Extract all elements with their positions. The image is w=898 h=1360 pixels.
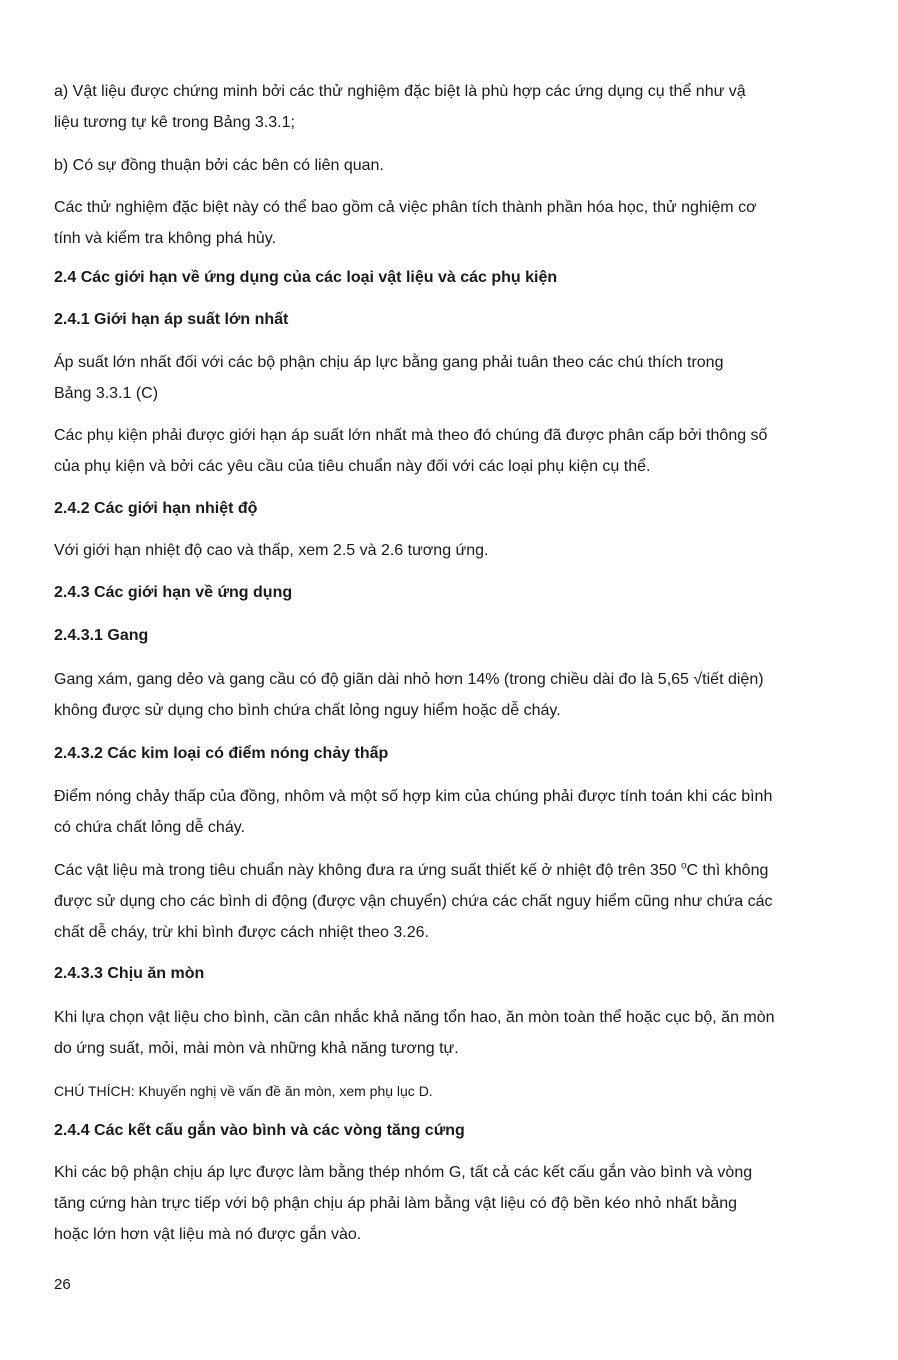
paragraph-2-4-3-3 <box>54 1002 898 1064</box>
text-line: Các phụ kiện phải được giới hạn áp suất lớn nhất mà theo đó chúng đã được phân cấp bởi thông số <box>54 427 768 444</box>
text-fragment: C thì không <box>686 862 769 879</box>
heading-2-4-3-2: 2.4.3.2 Các kim loại có điểm nóng chảy thấp <box>54 745 389 762</box>
paragraph-item-a <box>54 76 898 138</box>
paragraph-special-tests <box>54 192 898 254</box>
text-line: tăng cứng hàn trực tiếp với bộ phận chịu áp phải làm bằng vật liệu có độ bền kéo nhỏ nhất bằng <box>54 1195 738 1212</box>
text-line: tính và kiểm tra không phá hủy. <box>54 230 277 247</box>
paragraph-2-4-1b <box>54 420 898 482</box>
text-line: Điểm nóng chảy thấp của đồng, nhôm và một số hợp kim của chúng phải được tính toán khi các bình <box>54 788 773 805</box>
degree-superscript: o <box>680 860 687 872</box>
page-number: 26 <box>54 1276 71 1293</box>
text-line: có chứa chất lỏng dễ cháy. <box>54 819 245 836</box>
text-line: Khi lựa chọn vật liệu cho bình, cần cân nhắc khả năng tổn hao, ăn mòn toàn thể hoặc cục bộ, ăn mòn <box>54 1009 775 1026</box>
note-2-4-3-3: CHÚ THÍCH: Khuyến nghị về vấn đề ăn mòn, xem phụ lục D. <box>54 1083 433 1099</box>
paragraph-2-4-2: Với giới hạn nhiệt độ cao và thấp, xem 2.5 và 2.6 tương ứng. <box>54 542 489 559</box>
text-fragment: Các vật liệu mà trong tiêu chuẩn này không đưa ra ứng suất thiết kế ở nhiệt độ trên 350 <box>54 862 681 879</box>
text-line: hoặc lớn hơn vật liệu mà nó được gắn vào. <box>54 1226 362 1243</box>
text-line: Khi các bộ phận chịu áp lực được làm bằng thép nhóm G, tất cả các kết cấu gắn vào bình và vòng <box>54 1164 753 1181</box>
paragraph-2-4-3-2b <box>54 855 898 948</box>
paragraph-2-4-1a <box>54 347 898 409</box>
text-line: b) Có sự đồng thuận bởi các bên có liên quan. <box>54 157 384 174</box>
text-line: được sử dụng cho các bình di động (được vận chuyển) chứa các chất nguy hiểm cũng như chứa các <box>54 893 773 910</box>
heading-2-4-2: 2.4.2 Các giới hạn nhiệt độ <box>54 500 258 517</box>
heading-2-4: 2.4 Các giới hạn về ứng dụng của các loại vật liệu và các phụ kiện <box>54 269 558 286</box>
text-line: Các thử nghiệm đặc biệt này có thể bao gồm cả việc phân tích thành phần hóa học, thử nghiệm cơ <box>54 199 757 216</box>
text-line: do ứng suất, mỏi, mài mòn và những khả năng tương tự. <box>54 1040 459 1057</box>
paragraph-item-b <box>54 150 898 181</box>
heading-2-4-3: 2.4.3 Các giới hạn về ứng dụng <box>54 584 293 601</box>
paragraph-2-4-3-2a <box>54 781 898 843</box>
text-line: a) Vật liệu được chứng minh bởi các thử nghiệm đặc biệt là phù hợp các ứng dụng cụ thể như vậ <box>54 83 746 100</box>
text-line: liệu tương tự kê trong Bảng 3.3.1; <box>54 114 295 131</box>
paragraph-2-4-4 <box>54 1157 898 1250</box>
text-line: chất dễ cháy, trừ khi bình được cách nhiệt theo 3.26. <box>54 924 429 941</box>
text-line: Bảng 3.3.1 (C) <box>54 385 159 402</box>
text-line: Gang xám, gang dẻo và gang cầu có độ giãn dài nhỏ hơn 14% (trong chiều dài đo là 5,65 √tiết diện) <box>54 671 764 688</box>
text-line <box>54 855 898 886</box>
heading-2-4-3-3: 2.4.3.3 Chịu ăn mòn <box>54 965 205 982</box>
text-line: Áp suất lớn nhất đối với các bộ phận chịu áp lực bằng gang phải tuân theo các chú thích trong <box>54 354 724 371</box>
heading-2-4-3-1: 2.4.3.1 Gang <box>54 627 149 644</box>
heading-2-4-4: 2.4.4 Các kết cấu gắn vào bình và các vòng tăng cứng <box>54 1122 465 1139</box>
text-line: của phụ kiện và bởi các yêu cầu của tiêu chuẩn này đối với các loại phụ kiện cụ thể. <box>54 458 651 475</box>
text-line: không được sử dụng cho bình chứa chất lỏng nguy hiểm hoặc dễ cháy. <box>54 702 561 719</box>
heading-2-4-1: 2.4.1 Giới hạn áp suất lớn nhất <box>54 311 289 328</box>
paragraph-2-4-3-1 <box>54 664 898 726</box>
